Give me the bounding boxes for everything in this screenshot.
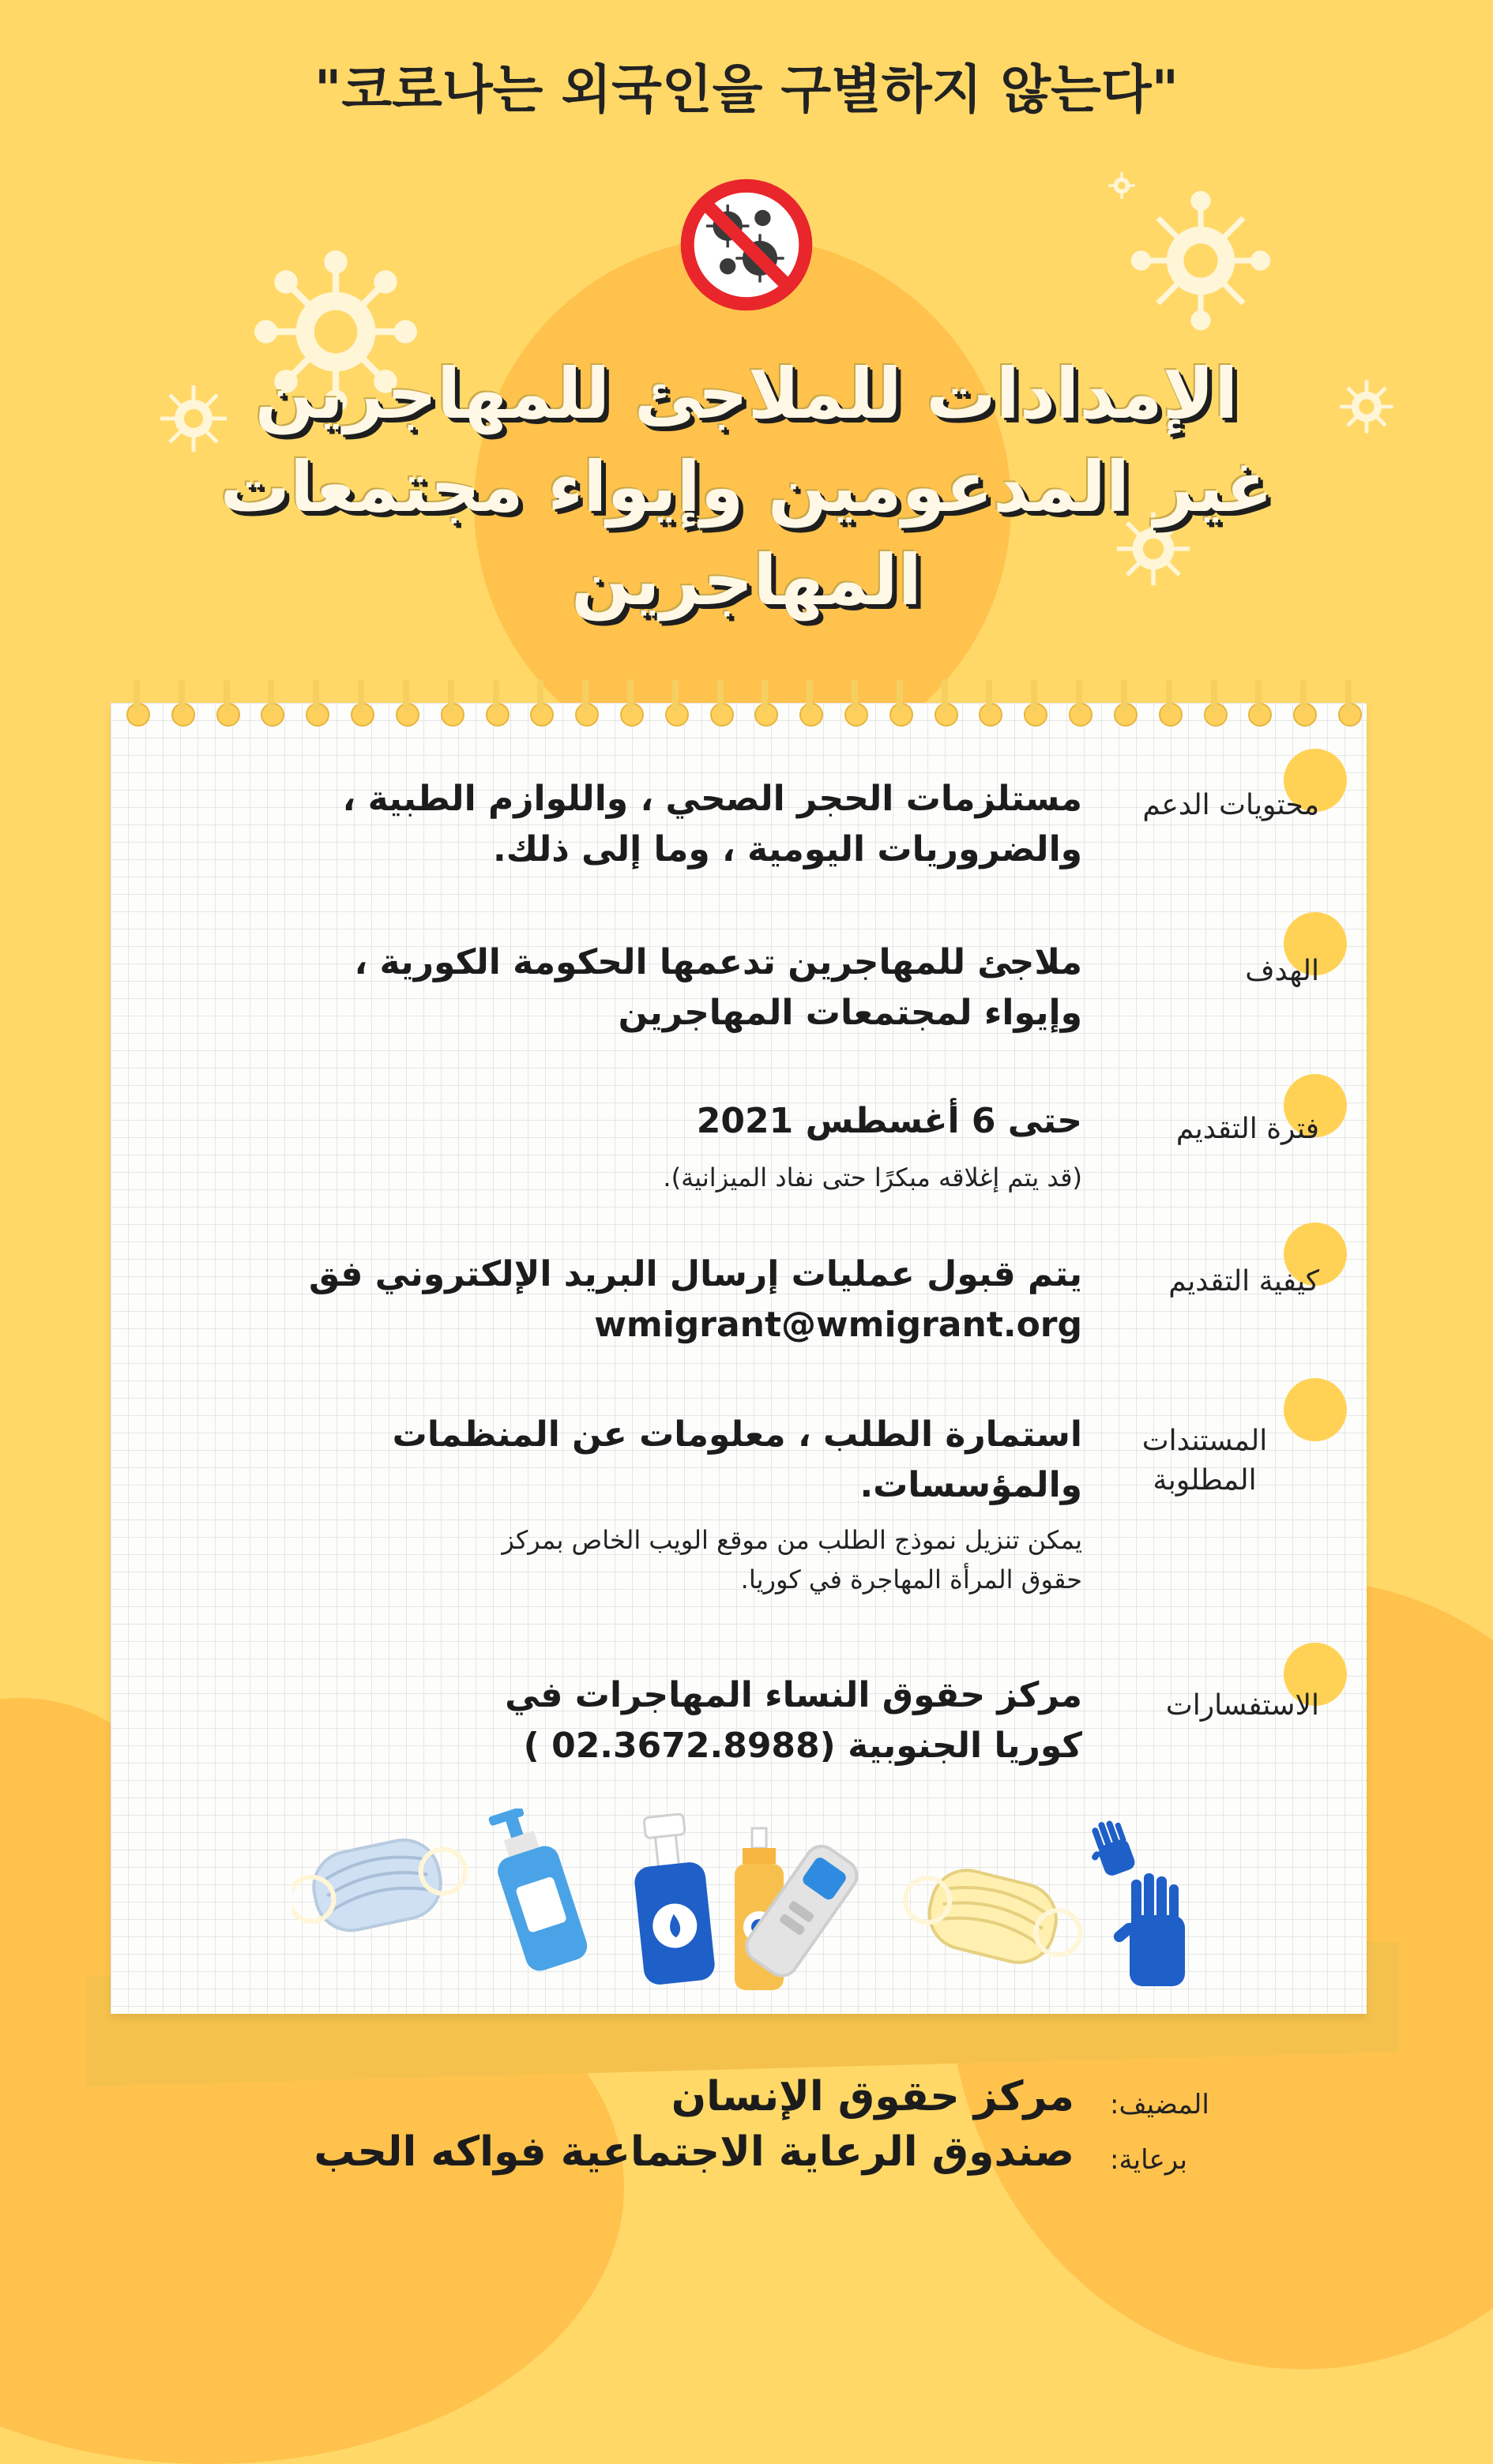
sanitizer-bottle-icon xyxy=(480,1809,591,1974)
sponsor-value: صندوق الرعاية الاجتماعية فواكه الحب xyxy=(314,2128,1074,2176)
title-line: المهاجرين xyxy=(571,539,922,621)
section-content: مركز حقوق النساء المهاجرات في كوريا الجنوبية (02.3672.8988 ) xyxy=(505,1675,1082,1766)
section-label: المستندات المطلوبة xyxy=(1141,1425,1268,1497)
host-label: المضيف: xyxy=(1110,2089,1209,2120)
host-value: مركز حقوق الإنسان xyxy=(671,2073,1074,2120)
section-content: استمارة الطلب ، معلومات عن المنظمات والمؤسسات. xyxy=(392,1414,1082,1505)
spiral-binding xyxy=(126,679,1359,727)
section-content: حتى 6 أغسطس 2021 xyxy=(696,1101,1082,1141)
email-link[interactable]: wmigrant@wmigrant.org xyxy=(594,1305,1082,1345)
virus-icon xyxy=(1106,170,1138,201)
section-note: (قد يتم إغلاقه مبكرًا حتى نفاد الميزانية). xyxy=(663,1163,1082,1193)
section-label: فترة التقديم xyxy=(1175,1113,1319,1145)
section-label: الاستفسارات xyxy=(1165,1689,1319,1722)
glove-icon xyxy=(1111,1873,1185,1986)
section-label: محتويات الدعم xyxy=(1142,789,1319,821)
face-mask-icon xyxy=(897,1857,1089,1977)
section-content: ملاجئ للمهاجرين تدعمها الحكومة الكورية ، وإيواء لمجتمعات المهاجرين xyxy=(354,942,1082,1033)
virus-icon xyxy=(1130,190,1272,332)
section-label: الهدف xyxy=(1245,955,1319,987)
section-content: يتم قبول عمليات إرسال البريد الإلكتروني فق wmigrant@wmigrant.org xyxy=(237,1249,1082,1350)
sponsor-label: برعاية: xyxy=(1110,2144,1188,2176)
slogan: "코로나는 외국인을 구별하지 않는다" xyxy=(314,59,1179,120)
spray-bottle-icon xyxy=(628,1812,716,1986)
medical-supplies-illustration xyxy=(292,1809,1201,1998)
glove-icon xyxy=(1080,1816,1137,1880)
section-note: يمكن تنزيل نموذج الطلب من موقع الويب الخاص بمركز حقوق المرأة المهاجرة في كوريا. xyxy=(502,1525,1082,1594)
page-title xyxy=(103,347,1390,627)
section-content: مستلزمات الحجر الصحي ، واللوازم الطبية ، والضروريات اليومية ، وما إلى ذلك. xyxy=(342,779,1082,870)
title-line: غير المدعومين وإيواء مجتمعات xyxy=(220,446,1273,528)
section-label: كيفية التقديم xyxy=(1168,1265,1319,1298)
title-line: الإمدادات للملاجئ للمهاجرين xyxy=(254,353,1239,434)
face-mask-icon xyxy=(292,1828,473,1943)
no-virus-icon xyxy=(679,178,814,312)
